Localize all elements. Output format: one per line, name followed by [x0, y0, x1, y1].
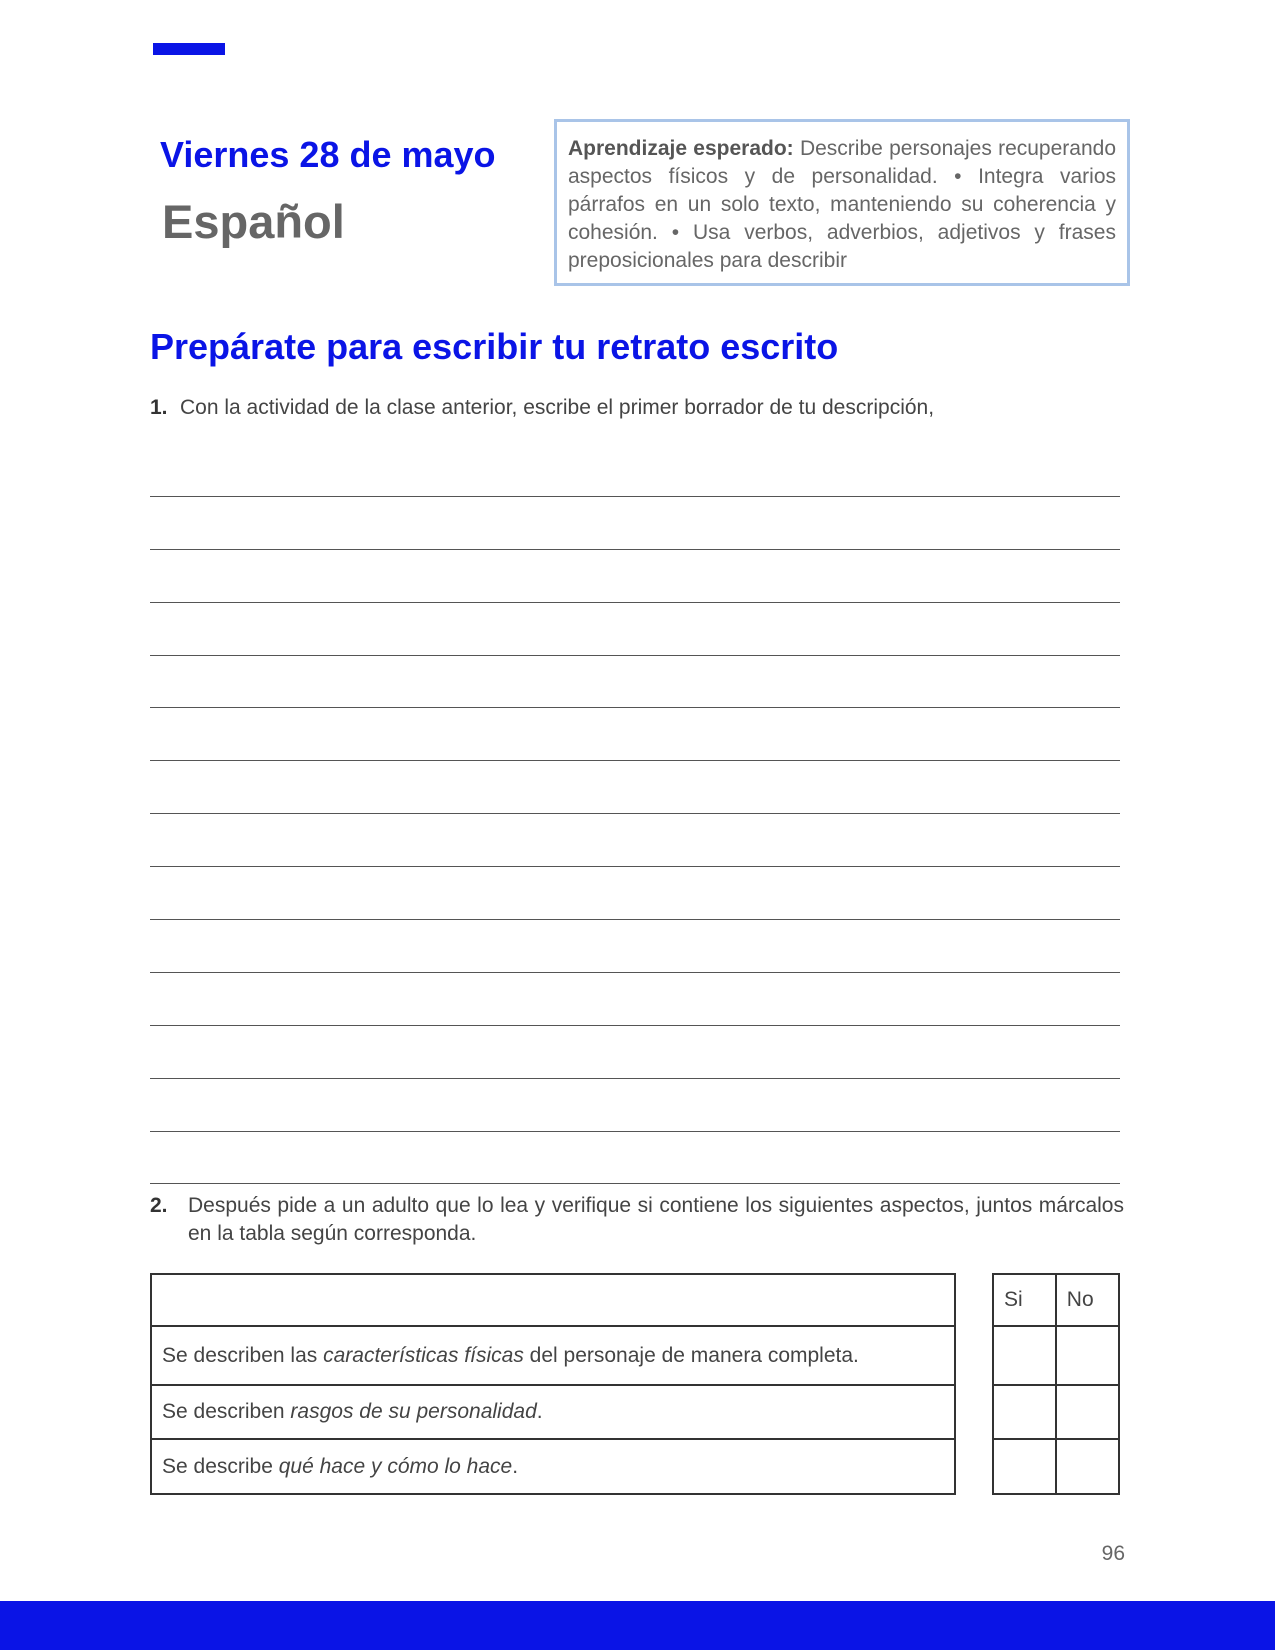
writing-line[interactable]	[150, 761, 1120, 814]
criteria-emphasis: características físicas	[323, 1343, 524, 1367]
criteria-header-cell	[151, 1274, 955, 1326]
lesson-date: Viernes 28 de mayo	[160, 134, 496, 175]
writing-line[interactable]	[150, 444, 1120, 497]
no-header: No	[1056, 1274, 1119, 1326]
page-number: 96	[1101, 1542, 1125, 1565]
writing-line[interactable]	[150, 497, 1120, 550]
criteria-row	[151, 1439, 955, 1494]
expected-learning-label: Aprendizaje esperado:	[568, 137, 794, 160]
criteria-table-header-row	[151, 1274, 955, 1326]
criteria-text: .	[536, 1400, 543, 1423]
yes-header: Si	[993, 1274, 1056, 1326]
criteria-cell	[151, 1385, 955, 1439]
question-2-text: Después pide a un adulto que lo lea y verifique si contiene los siguientes aspectos, juntos márcalos en la tabla según corresponda.	[188, 1194, 1124, 1245]
writing-line[interactable]	[150, 1132, 1120, 1185]
writing-line[interactable]	[150, 867, 1120, 920]
criteria-text: del personaje de manera completa.	[523, 1343, 859, 1367]
criteria-text: Se describen	[162, 1400, 291, 1423]
writing-line[interactable]	[150, 920, 1120, 973]
writing-line[interactable]	[150, 550, 1120, 603]
question-2-number: 2.	[150, 1194, 168, 1217]
section-title: Prepárate para escribir tu retrato escrito	[150, 326, 839, 367]
yes-checkbox-cell[interactable]	[993, 1439, 1056, 1494]
criteria-cell	[151, 1326, 955, 1385]
writing-line[interactable]	[150, 656, 1120, 709]
expected-learning-body: Describe personajes recuperando aspectos físicos y de personalidad. • Integra varios párrafos en un solo texto, manteniendo su coherencia y cohesión. • Usa verbos, adverbios, adjetivos y frases preposicionales para describir	[568, 137, 1117, 272]
criteria-text: Se describen las	[162, 1343, 324, 1367]
writing-line[interactable]	[150, 1079, 1120, 1132]
criteria-text: .	[512, 1454, 519, 1478]
question-1-text: Con la actividad de la clase anterior, escribe el primer borrador de tu descripción,	[180, 396, 935, 419]
criteria-emphasis: qué hace y cómo lo hace	[278, 1454, 513, 1478]
yes-checkbox-cell[interactable]	[993, 1326, 1056, 1385]
writing-line[interactable]	[150, 973, 1120, 1026]
top-accent-bar	[153, 43, 225, 55]
question-1-number: 1.	[150, 396, 168, 419]
criteria-text: Se describe	[162, 1454, 279, 1478]
check-table	[992, 1273, 1120, 1495]
writing-area[interactable]	[150, 444, 1120, 1184]
no-checkbox-cell[interactable]	[1056, 1385, 1119, 1439]
yes-checkbox-cell[interactable]	[993, 1385, 1056, 1439]
subject-title: Español	[162, 195, 345, 248]
criteria-emphasis: rasgos de su personalidad	[290, 1400, 537, 1423]
footer-bar	[0, 1601, 1275, 1650]
criteria-cell	[151, 1439, 955, 1494]
expected-learning-box	[554, 119, 1130, 286]
check-row	[993, 1439, 1119, 1494]
check-table-header-row	[993, 1274, 1119, 1326]
expected-learning-text	[568, 135, 1116, 275]
writing-line[interactable]	[150, 1026, 1120, 1079]
check-row	[993, 1326, 1119, 1385]
criteria-table	[150, 1273, 956, 1495]
writing-line[interactable]	[150, 603, 1120, 656]
criteria-row	[151, 1326, 955, 1385]
writing-line[interactable]	[150, 708, 1120, 761]
no-checkbox-cell[interactable]	[1056, 1326, 1119, 1385]
question-1	[150, 396, 934, 420]
check-row	[993, 1385, 1119, 1439]
writing-line[interactable]	[150, 814, 1120, 867]
no-checkbox-cell[interactable]	[1056, 1439, 1119, 1494]
criteria-row	[151, 1385, 955, 1439]
